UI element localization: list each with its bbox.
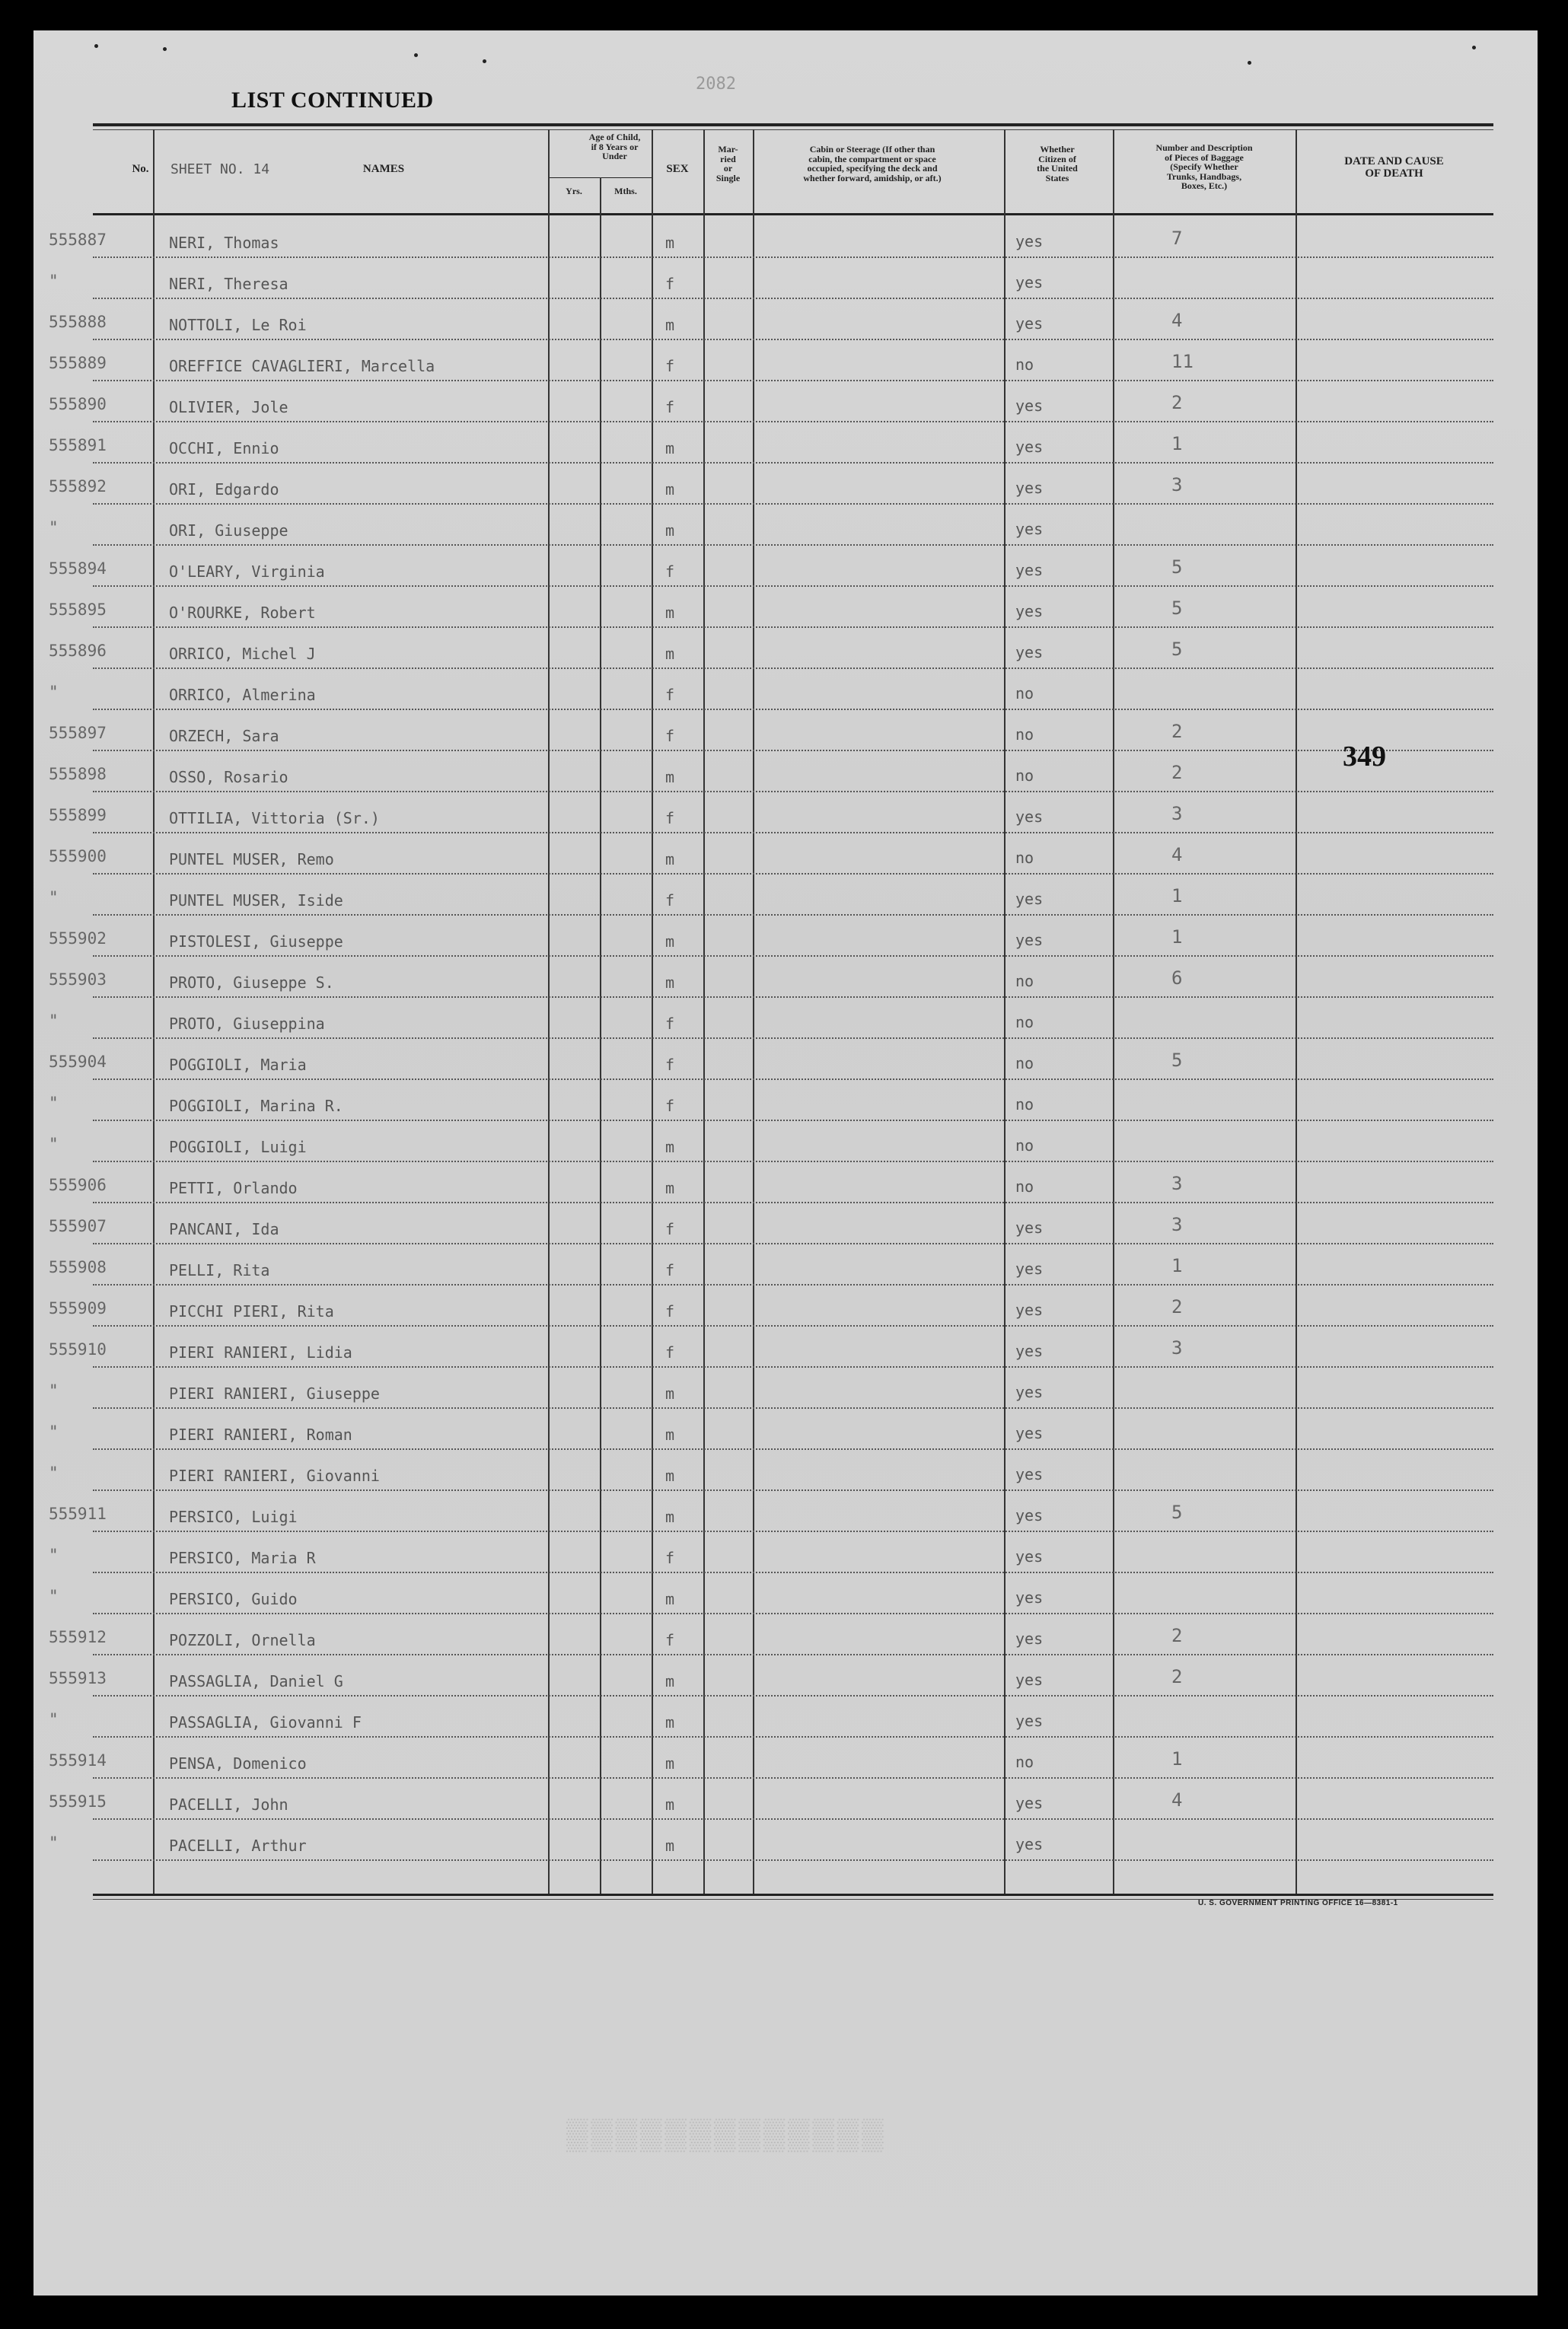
citizen-header-line: Citizen of	[1038, 153, 1076, 164]
sex-value: f	[665, 1302, 675, 1321]
table-row	[33, 1532, 1538, 1573]
passenger-name: NOTTOLI, Le Roi	[169, 316, 307, 334]
sex-value: m	[665, 234, 675, 252]
row-number: "	[49, 1546, 59, 1564]
passenger-name: POZZOLI, Ornella	[169, 1631, 316, 1649]
row-number: "	[49, 683, 59, 701]
table-row	[33, 1162, 1538, 1203]
sex-value: m	[665, 1508, 675, 1526]
punch-hole	[163, 47, 167, 51]
citizen-value: yes	[1015, 1342, 1044, 1360]
citizen-value: yes	[1015, 232, 1044, 250]
sex-value: m	[665, 1754, 675, 1773]
citizen-value: no	[1015, 725, 1034, 744]
table-row	[33, 833, 1538, 875]
sex-value: m	[665, 850, 675, 868]
sex-value: m	[665, 439, 675, 457]
passenger-name: PERSICO, Guido	[169, 1590, 298, 1608]
col-baggage-header	[1113, 143, 1296, 191]
passenger-name: POGGIOLI, Maria	[169, 1056, 307, 1074]
col-names-header: NAMES	[362, 163, 405, 175]
citizen-value: no	[1015, 1753, 1034, 1771]
baggage-header-line: Trunks, Handbags,	[1166, 170, 1242, 182]
passenger-name: PISTOLESI, Giuseppe	[169, 932, 343, 951]
table-row	[33, 669, 1538, 710]
sex-value: f	[665, 809, 675, 827]
married-header-line: Mar-	[718, 144, 738, 155]
table-row	[33, 1327, 1538, 1368]
sex-value: f	[665, 1097, 675, 1115]
citizen-value: no	[1015, 1136, 1034, 1155]
passenger-name: PASSAGLIA, Daniel G	[169, 1672, 343, 1690]
row-number: "	[49, 1381, 59, 1400]
sheet-number: SHEET NO. 14	[171, 161, 270, 177]
row-number: 555898	[49, 765, 107, 783]
table-row	[33, 916, 1538, 957]
baggage-count: 2	[1171, 1666, 1183, 1687]
citizen-value: yes	[1015, 1835, 1044, 1853]
table-row	[33, 998, 1538, 1039]
table-row	[33, 1738, 1538, 1779]
row-number: "	[49, 518, 59, 537]
baggage-count: 5	[1171, 556, 1183, 578]
citizen-value: yes	[1015, 931, 1044, 949]
citizen-value: yes	[1015, 890, 1044, 908]
sex-value: m	[665, 1672, 675, 1690]
col-cabin-header	[758, 145, 986, 183]
passenger-name: ORRICO, Michel J	[169, 645, 316, 663]
page-stamp-number: 349	[1343, 741, 1386, 773]
row-number: 555902	[49, 929, 107, 948]
passenger-name: PELLI, Rita	[169, 1261, 270, 1279]
sex-value: m	[665, 973, 675, 992]
table-row	[33, 1080, 1538, 1121]
passenger-name: PIERI RANIERI, Roman	[169, 1426, 352, 1444]
passenger-name: PUNTEL MUSER, Remo	[169, 850, 334, 868]
row-number: 555911	[49, 1505, 107, 1523]
table-row	[33, 1573, 1538, 1614]
baggage-count: 1	[1171, 1748, 1183, 1770]
sex-value: f	[665, 1343, 675, 1362]
baggage-header-line: of Pieces of Baggage	[1165, 151, 1244, 163]
citizen-value: yes	[1015, 643, 1044, 661]
row-number: 555895	[49, 601, 107, 619]
citizen-value: yes	[1015, 1383, 1044, 1401]
citizen-value: no	[1015, 766, 1034, 785]
citizen-value: no	[1015, 1013, 1034, 1031]
passenger-name: ORI, Giuseppe	[169, 521, 288, 540]
citizen-value: yes	[1015, 1588, 1044, 1607]
citizen-value: yes	[1015, 397, 1044, 415]
passenger-name: PIERI RANIERI, Lidia	[169, 1343, 352, 1362]
married-header-line: or	[723, 163, 733, 174]
sex-value: m	[665, 1384, 675, 1403]
row-number: "	[49, 888, 59, 906]
table-row	[33, 710, 1538, 751]
sex-value: m	[665, 316, 675, 334]
baggage-count: 7	[1171, 228, 1183, 249]
age-header-line: if 8 Years or	[591, 141, 639, 152]
passenger-name: OSSO, Rosario	[169, 768, 288, 786]
passenger-name: PERSICO, Maria R	[169, 1549, 316, 1567]
table-row	[33, 1203, 1538, 1244]
baggage-count: 1	[1171, 433, 1183, 454]
sex-value: m	[665, 1795, 675, 1814]
table-row	[33, 1121, 1538, 1162]
passenger-name: PERSICO, Luigi	[169, 1508, 298, 1526]
table-row	[33, 1286, 1538, 1327]
col-yrs-header: Yrs.	[566, 186, 582, 196]
sex-value: m	[665, 1179, 675, 1197]
row-number: "	[49, 272, 59, 290]
citizen-value: yes	[1015, 1260, 1044, 1278]
sex-value: f	[665, 1549, 675, 1567]
passenger-name: PETTI, Orlando	[169, 1179, 298, 1197]
punch-hole	[483, 59, 486, 63]
passenger-name: PICCHI PIERI, Rita	[169, 1302, 334, 1321]
row-number: 555887	[49, 231, 107, 249]
row-number: 555914	[49, 1751, 107, 1770]
sex-value: m	[665, 932, 675, 951]
sex-value: m	[665, 768, 675, 786]
baggage-count: 3	[1171, 1173, 1183, 1194]
row-number: 555891	[49, 436, 107, 454]
top-rule-thin	[93, 129, 1493, 130]
passenger-name: O'ROURKE, Robert	[169, 604, 316, 622]
col-citizen-header	[1004, 145, 1111, 183]
col-mths-header: Mths.	[614, 186, 637, 196]
punch-hole	[94, 44, 98, 48]
passenger-name: NERI, Thomas	[169, 234, 279, 252]
cabin-header-line: Cabin or Steerage (If other than	[809, 144, 935, 155]
baggage-count: 2	[1171, 392, 1183, 413]
citizen-value: no	[1015, 849, 1034, 867]
col-married-header	[703, 145, 753, 183]
table-row	[33, 299, 1538, 340]
table-row	[33, 1614, 1538, 1655]
passenger-name: ORRICO, Almerina	[169, 686, 316, 704]
citizen-value: yes	[1015, 602, 1044, 620]
passenger-name: OCCHI, Ennio	[169, 439, 279, 457]
citizen-value: yes	[1015, 1219, 1044, 1237]
row-number: 555897	[49, 724, 107, 742]
printer-imprint: U. S. GOVERNMENT PRINTING OFFICE 16—8381-1	[1198, 1899, 1398, 1907]
sex-value: f	[665, 562, 675, 581]
row-number: 555899	[49, 806, 107, 824]
row-number: 555890	[49, 395, 107, 413]
citizen-value: no	[1015, 1177, 1034, 1196]
sex-value: m	[665, 521, 675, 540]
cabin-header-line: cabin, the compartment or space	[808, 153, 936, 164]
row-number: 555903	[49, 970, 107, 989]
passenger-name: PENSA, Domenico	[169, 1754, 307, 1773]
married-header-line: ried	[720, 153, 736, 164]
passenger-name: OREFFICE CAVAGLIERI, Marcella	[169, 357, 435, 375]
citizen-value: yes	[1015, 273, 1044, 292]
citizen-value: yes	[1015, 438, 1044, 456]
table-row	[33, 422, 1538, 464]
sex-value: f	[665, 1261, 675, 1279]
table-row	[33, 1409, 1538, 1450]
row-number: 555888	[49, 313, 107, 331]
passenger-name: PASSAGLIA, Giovanni F	[169, 1713, 362, 1732]
row-number: "	[49, 1587, 59, 1605]
citizen-value: yes	[1015, 1630, 1044, 1648]
sex-value: m	[665, 1837, 675, 1855]
row-number: 555900	[49, 847, 107, 865]
sex-value: f	[665, 398, 675, 416]
baggage-header-line: Number and Description	[1155, 142, 1253, 153]
passenger-name: PIERI RANIERI, Giovanni	[169, 1467, 380, 1485]
citizen-value: no	[1015, 1054, 1034, 1072]
row-number: 555906	[49, 1176, 107, 1194]
table-row	[33, 1820, 1538, 1861]
sex-value: f	[665, 1631, 675, 1649]
table-row	[33, 751, 1538, 792]
row-divider	[93, 1859, 1493, 1862]
sex-value: m	[665, 645, 675, 663]
row-number: "	[49, 1012, 59, 1030]
baggage-count: 11	[1171, 351, 1194, 372]
baggage-count: 5	[1171, 639, 1183, 660]
baggage-count: 5	[1171, 1502, 1183, 1523]
table-row	[33, 217, 1538, 258]
handwritten-note: 2082	[696, 75, 736, 94]
bottom-rule	[93, 1894, 1493, 1896]
row-number: 555896	[49, 642, 107, 660]
sex-value: m	[665, 1590, 675, 1608]
row-number: 555912	[49, 1628, 107, 1646]
row-number: 555908	[49, 1258, 107, 1276]
citizen-value: no	[1015, 684, 1034, 703]
baggage-count: 4	[1171, 844, 1183, 865]
passenger-name: PACELLI, John	[169, 1795, 288, 1814]
col-no-header: No.	[132, 163, 149, 175]
sex-value: m	[665, 1426, 675, 1444]
baggage-header-line: (Specify Whether	[1170, 161, 1238, 173]
top-rule	[93, 123, 1493, 126]
baggage-header-line: Boxes, Etc.)	[1181, 180, 1228, 192]
baggage-count: 3	[1171, 803, 1183, 824]
baggage-count: 3	[1171, 474, 1183, 495]
row-number: 555907	[49, 1217, 107, 1235]
document-sheet	[33, 30, 1538, 2296]
citizen-value: yes	[1015, 1712, 1044, 1730]
death-header-line: DATE AND CAUSE	[1344, 155, 1444, 167]
death-header-line: OF DEATH	[1365, 167, 1423, 180]
row-number: "	[49, 1834, 59, 1852]
baggage-count: 2	[1171, 1296, 1183, 1317]
col-age-header	[548, 132, 681, 161]
baggage-count: 1	[1171, 1255, 1183, 1276]
sex-value: m	[665, 480, 675, 499]
cabin-header-line: whether forward, amidship, or aft.)	[803, 172, 942, 183]
table-row	[33, 1450, 1538, 1491]
passenger-name: NERI, Theresa	[169, 275, 288, 293]
baggage-count: 6	[1171, 967, 1183, 989]
passenger-name: ORI, Edgardo	[169, 480, 279, 499]
table-row	[33, 628, 1538, 669]
punch-hole	[414, 53, 418, 57]
age-header-line: Age of Child,	[588, 132, 641, 142]
citizen-value: yes	[1015, 1301, 1044, 1319]
citizen-value: yes	[1015, 1671, 1044, 1689]
row-number: "	[49, 1464, 59, 1482]
passenger-name: O'LEARY, Virginia	[169, 562, 325, 581]
baggage-count: 1	[1171, 885, 1183, 906]
row-number: 555910	[49, 1340, 107, 1359]
passenger-name: PANCANI, Ida	[169, 1220, 279, 1238]
baggage-count: 3	[1171, 1337, 1183, 1359]
passenger-name: PIERI RANIERI, Giuseppe	[169, 1384, 380, 1403]
passenger-name: POGGIOLI, Marina R.	[169, 1097, 343, 1115]
row-number: 555904	[49, 1053, 107, 1071]
row-number: "	[49, 1094, 59, 1112]
citizen-value: yes	[1015, 1547, 1044, 1566]
header-bottom-rule	[93, 213, 1493, 215]
sex-value: m	[665, 604, 675, 622]
sex-value: f	[665, 1015, 675, 1033]
bleed-through-text: ▒▒▒▒▒▒▒▒▒▒▒▒▒	[566, 2117, 887, 2151]
passenger-name: ORZECH, Sara	[169, 727, 279, 745]
table-row	[33, 1244, 1538, 1286]
punch-hole	[1472, 46, 1476, 49]
table-row	[33, 546, 1538, 587]
row-number: "	[49, 1135, 59, 1153]
married-header-line: Single	[715, 172, 741, 183]
cabin-header-line: occupied, specifying the deck and	[807, 163, 938, 174]
passenger-name: POGGIOLI, Luigi	[169, 1138, 307, 1156]
baggage-count: 4	[1171, 310, 1183, 331]
sex-value: m	[665, 1467, 675, 1485]
table-row	[33, 1779, 1538, 1820]
passenger-name: PUNTEL MUSER, Iside	[169, 891, 343, 910]
row-number: 555913	[49, 1669, 107, 1687]
citizen-header-line: States	[1045, 172, 1069, 183]
baggage-count: 4	[1171, 1789, 1183, 1811]
table-row	[33, 1491, 1538, 1532]
citizen-value: yes	[1015, 1465, 1044, 1483]
table-row	[33, 875, 1538, 916]
baggage-count: 1	[1171, 926, 1183, 948]
table-row	[33, 587, 1538, 628]
table-row	[33, 1697, 1538, 1738]
table-row	[33, 1039, 1538, 1080]
table-row	[33, 258, 1538, 299]
table-row	[33, 505, 1538, 546]
baggage-count: 3	[1171, 1214, 1183, 1235]
citizen-value: yes	[1015, 520, 1044, 538]
row-number: "	[49, 1710, 59, 1728]
baggage-count: 2	[1171, 1625, 1183, 1646]
punch-hole	[1248, 61, 1251, 65]
citizen-value: yes	[1015, 561, 1044, 579]
citizen-value: yes	[1015, 479, 1044, 497]
row-number: 555909	[49, 1299, 107, 1317]
citizen-value: yes	[1015, 1794, 1044, 1812]
baggage-count: 5	[1171, 1050, 1183, 1071]
sex-value: m	[665, 1713, 675, 1732]
sex-value: f	[665, 1220, 675, 1238]
table-row	[33, 381, 1538, 422]
page-title: LIST CONTINUED	[231, 88, 434, 113]
passenger-name: OLIVIER, Jole	[169, 398, 288, 416]
table-row	[33, 1368, 1538, 1409]
sex-value: m	[665, 1138, 675, 1156]
row-number: 555892	[49, 477, 107, 495]
col-sex-header: SEX	[666, 163, 689, 175]
row-number: 555894	[49, 559, 107, 578]
row-number: "	[49, 1423, 59, 1441]
citizen-value: yes	[1015, 314, 1044, 333]
sex-value: f	[665, 357, 675, 375]
citizen-value: yes	[1015, 1424, 1044, 1442]
table-row	[33, 957, 1538, 998]
table-row	[33, 1655, 1538, 1697]
row-number: 555889	[49, 354, 107, 372]
passenger-name: PROTO, Giuseppe S.	[169, 973, 334, 992]
passenger-name: OTTILIA, Vittoria (Sr.)	[169, 809, 380, 827]
sex-value: f	[665, 891, 675, 910]
passenger-name: PROTO, Giuseppina	[169, 1015, 325, 1033]
sex-value: f	[665, 1056, 675, 1074]
baggage-count: 5	[1171, 597, 1183, 619]
sex-value: f	[665, 275, 675, 293]
age-header-line: Under	[602, 151, 627, 162]
citizen-header-line: the United	[1037, 163, 1078, 174]
table-row	[33, 792, 1538, 833]
citizen-value: no	[1015, 1095, 1034, 1114]
col-death-header	[1297, 156, 1491, 180]
row-number: 555915	[49, 1792, 107, 1811]
sex-value: f	[665, 727, 675, 745]
citizen-header-line: Whether	[1040, 144, 1075, 155]
citizen-value: yes	[1015, 808, 1044, 826]
baggage-count: 2	[1171, 721, 1183, 742]
citizen-value: yes	[1015, 1506, 1044, 1525]
sex-value: f	[665, 686, 675, 704]
citizen-value: no	[1015, 972, 1034, 990]
baggage-count: 2	[1171, 762, 1183, 783]
table-row	[33, 340, 1538, 381]
table-row	[33, 464, 1538, 505]
passenger-name: PACELLI, Arthur	[169, 1837, 307, 1855]
citizen-value: no	[1015, 355, 1034, 374]
